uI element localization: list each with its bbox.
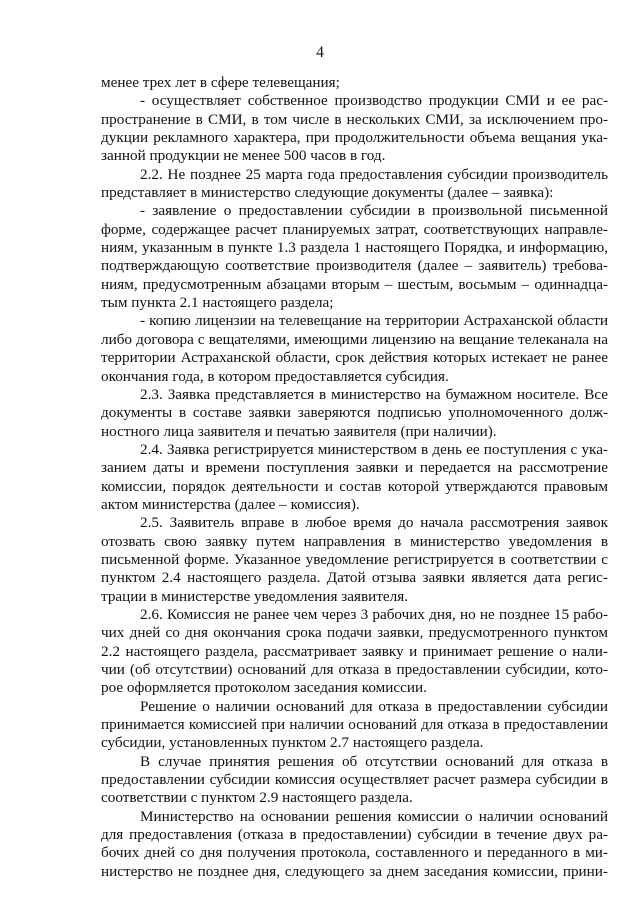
text-line: В случае принятия решения об отсутствии оснований для отказа в [140,752,608,770]
text-line: дукции рекламного характера, при продолжительности объема вещания ука- [101,129,608,147]
text-line: соответствии с пунктом 2.9 настоящего раздела. [101,789,413,807]
text-line: пространение в СМИ, в том числе в нескольких СМИ, за исключением про- [101,110,608,128]
text-line: нистерство не позднее дня, следующего за днем заседания комиссии, прини- [101,862,608,880]
text-line: отозвать свою заявку путем направления в министерство уведомления в [101,532,608,550]
text-line: подтверждающую соответствие производителя (далее – заявитель) требова- [101,257,608,275]
text-line: 2.6. Комиссия не ранее чем через 3 рабочих дня, но не позднее 15 рабо- [140,605,608,623]
text-line: бочих дней со дня получения протокола, составленного и переданного в ми- [101,844,608,862]
text-line: ностного лица заявителя и печатью заявителя (при наличии). [101,422,497,440]
text-line: субсидии, установленных пунктом 2.7 настоящего раздела. [101,734,484,752]
text-line: документы в составе заявки заверяются подписью уполномоченного долж- [101,404,608,422]
text-line: актом министерства (далее – комиссия). [101,495,360,513]
text-line: тым пункта 2.1 настоящего раздела; [101,294,334,312]
text-line: занием даты и времени поступления заявки и передается на рассмотрение [101,459,608,477]
text-line: чих дней со дня окончания срока подачи заявки, предусмотренного пунктом [101,624,608,642]
text-line: менее трех лет в сфере телевещания; [101,74,340,91]
text-line: ниям, указанным в пункте 1.3 раздела 1 настоящего Порядка, и информацию, [101,239,608,257]
text-line: для предоставления (отказа в предоставлении) субсидии в течение двух ра- [101,826,608,844]
page-number: 4 [316,44,324,61]
text-line: 2.2 настоящего раздела, рассматривает заявку и принимает решение о нали- [101,642,608,660]
text-line: чии (об отсутствии) оснований для отказа в предоставлении субсидии, кото- [101,661,608,678]
text-line: Решение о наличии оснований для отказа в предоставлении субсидии [140,697,608,715]
text-line: принимается комиссией при наличии оснований для отказа в предоставлении [101,716,608,734]
text-line: либо договора с вещателями, имеющими лицензию на вещание телеканала на [101,330,608,348]
text-line: занной продукции не менее 500 часов в год. [101,147,386,165]
text-line: - копию лицензии на телевещание на территории Астраханской области [140,312,608,330]
text-line: 2.2. Не позднее 25 марта года предоставления субсидии производитель [140,165,608,183]
text-line: рое оформляется протоколом заседания комиссии. [101,679,427,697]
text-line: 2.5. Заявитель вправе в любое время до начала рассмотрения заявок [140,514,608,532]
text-line: ниям, предусмотренным абзацами вторым – шестым, восьмым – одиннадца- [101,275,608,293]
text-line: письменной форме. Указанное уведомление регистрируется в соответствии с [101,550,608,568]
text-line: - осуществляет собственное производство продукции СМИ и ее рас- [140,92,608,110]
text-line: трации в министерстве уведомления заявителя. [101,587,408,605]
text-line: форме, содержащее расчет планируемых затрат, соответствующих направле- [101,220,608,238]
document-body [101,74,608,881]
text-line: предоставлении субсидии комиссия осуществляет расчет размера субсидии в [101,771,608,789]
text-line: 2.4. Заявка регистрируется министерством в день ее поступления с ука- [140,440,608,458]
text-line: представляет в министерство следующие документы (далее – заявка): [101,184,554,202]
text-line: 2.3. Заявка представляется в министерство на бумажном носителе. Все [140,385,608,403]
text-line: комиссии, порядок деятельности и состав которой утверждаются правовым [101,477,608,495]
text-line: территории Астраханской области, срок действия которых истекает не ранее [101,349,608,367]
text-line: окончания года, в котором предоставляется субсидия. [101,367,449,385]
text-line: пунктом 2.4 настоящего раздела. Датой отзыва заявки является дата регис- [101,569,608,587]
text-line: Министерство на основании решения комиссии о наличии оснований [140,807,608,825]
text-line: - заявление о предоставлении субсидии в произвольной письменной [140,202,608,220]
